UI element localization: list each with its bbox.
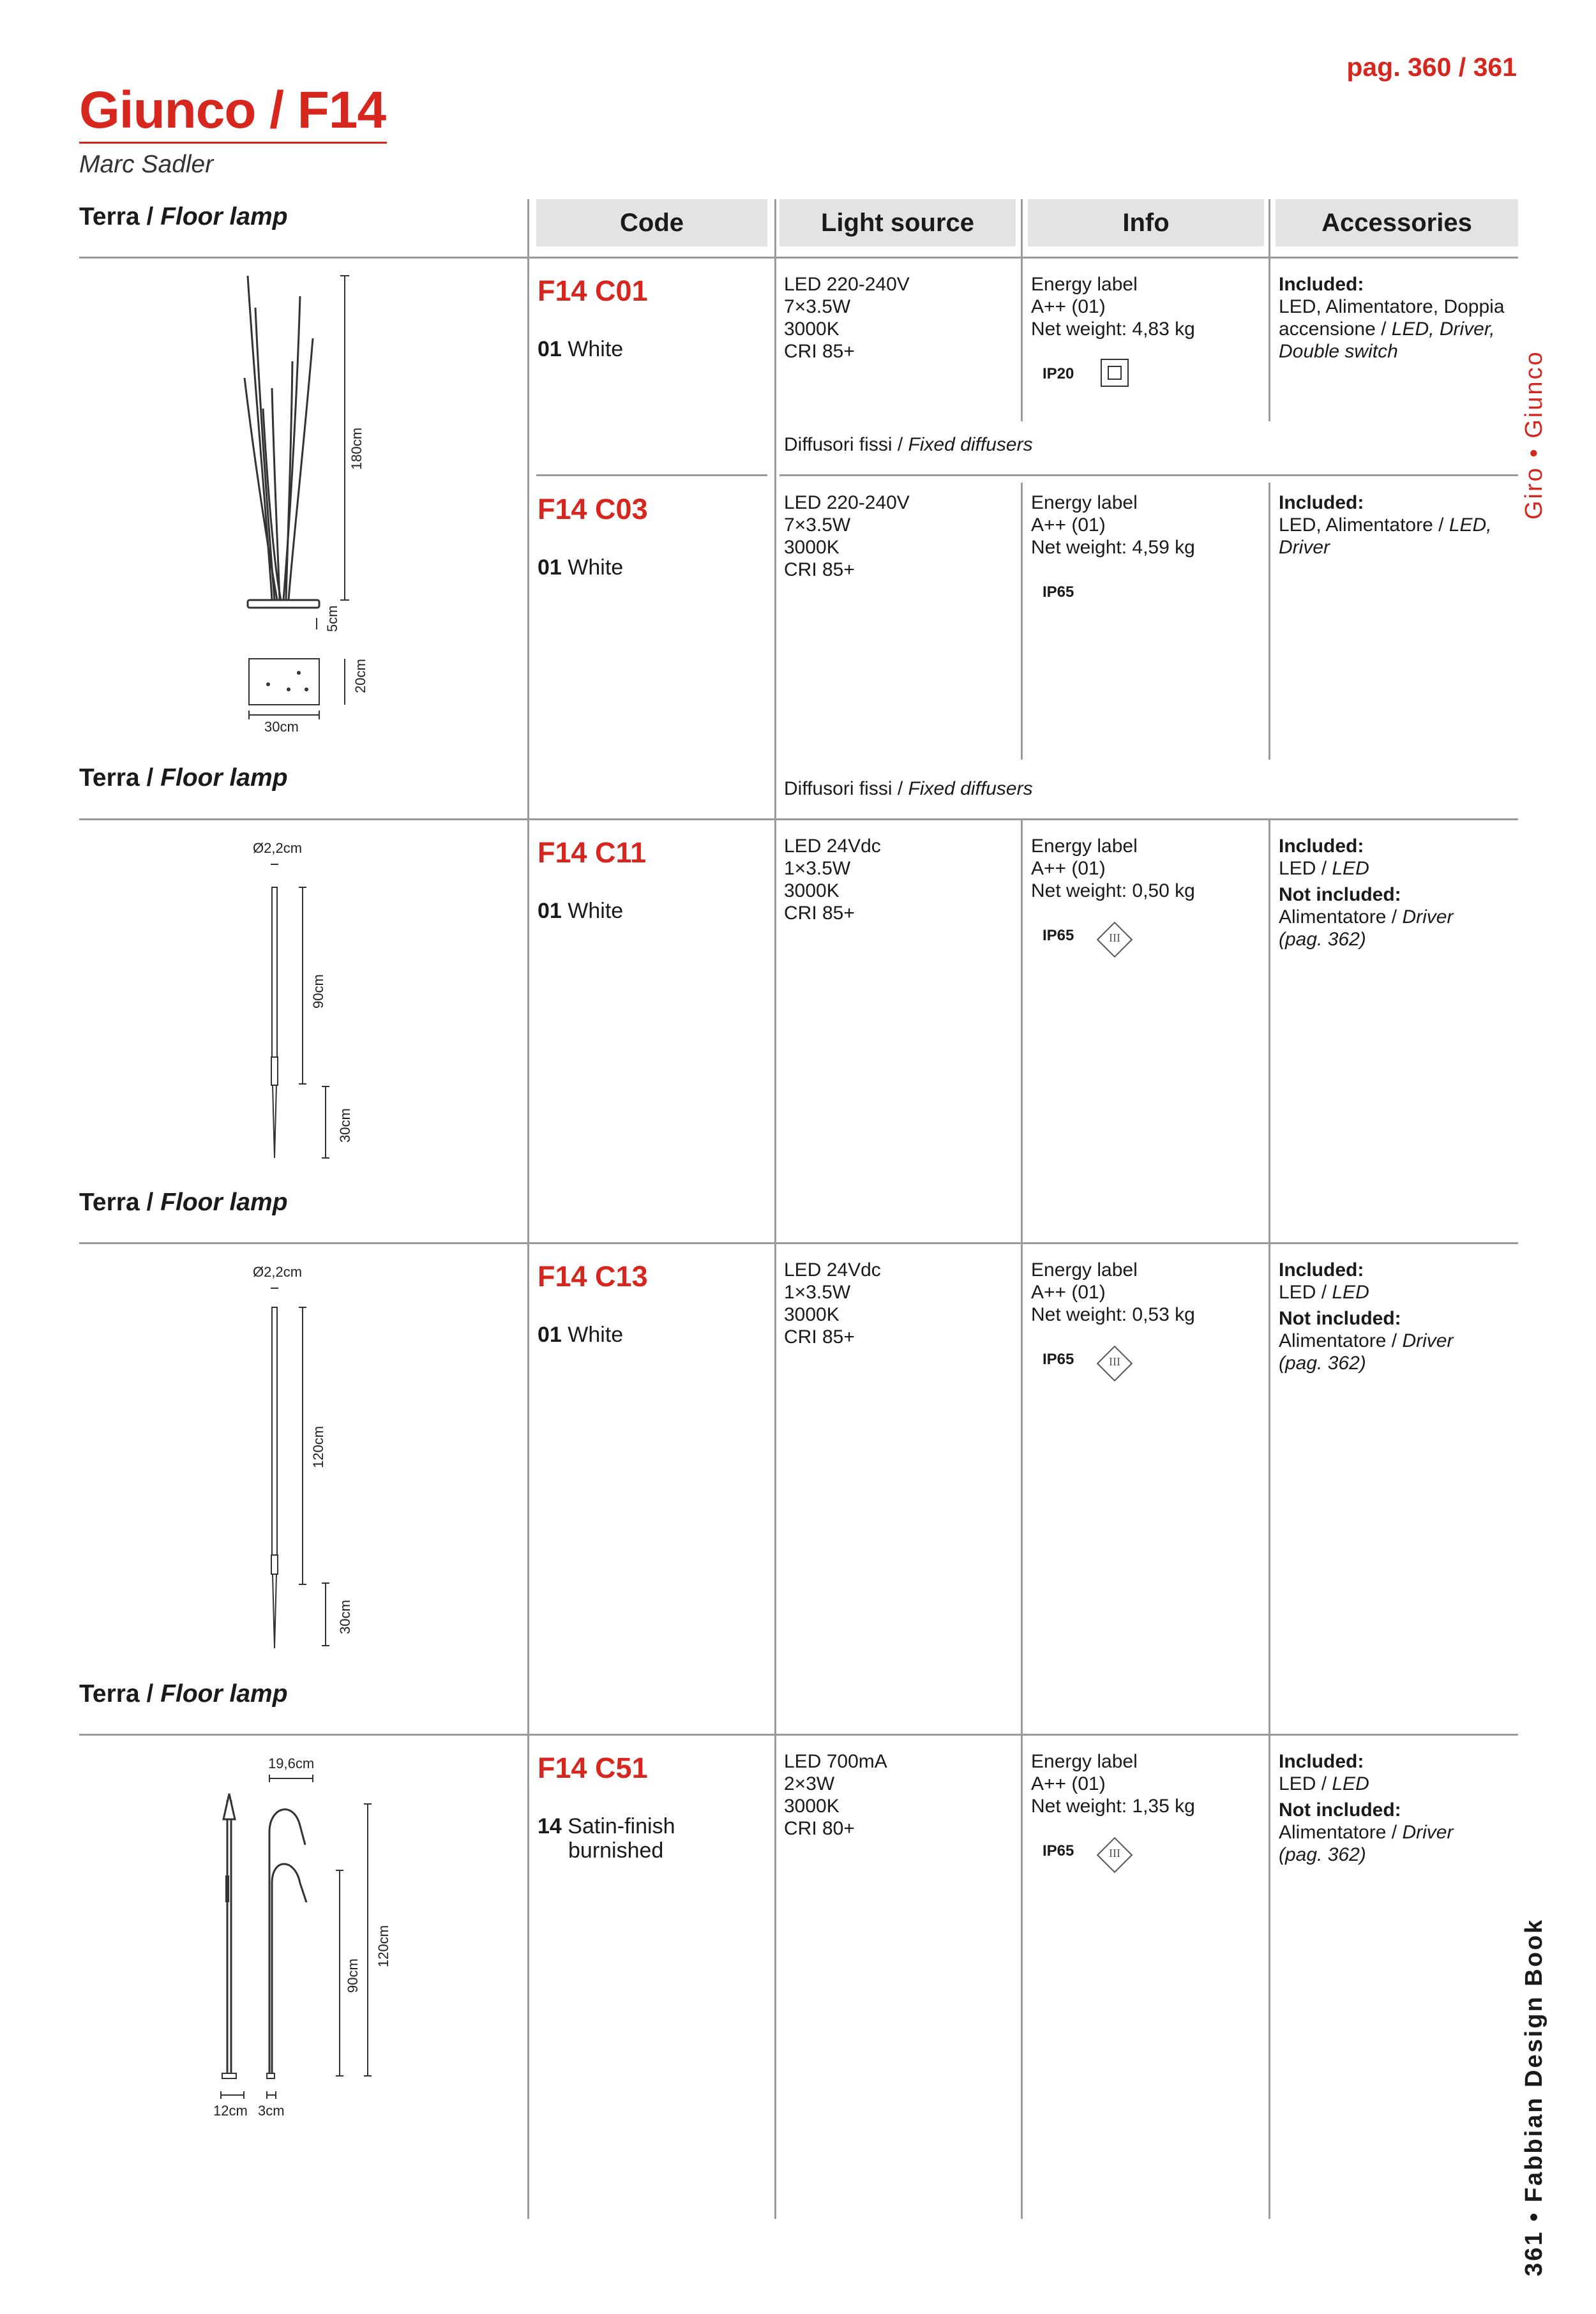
light-source-details: LED 700mA 2×3W 3000K CRI 80+	[784, 1751, 887, 1839]
dimension-label: 30cm	[337, 1600, 353, 1634]
column-divider	[774, 199, 776, 2219]
column-divider	[1269, 820, 1270, 2219]
dimension-label: 19,6cm	[268, 1755, 315, 1771]
accessories-details: Included: LED, Alimentatore, Doppia accensione / LED, Driver, Double switch	[1279, 274, 1505, 362]
ip-rating: IP65	[1043, 1842, 1074, 1859]
column-divider	[1021, 820, 1023, 2219]
designer-name: Marc Sadler	[79, 151, 214, 178]
info-details: Energy label A++ (01) Net weight: 0,50 kg	[1031, 836, 1195, 901]
product-code: F14 C01	[538, 274, 648, 307]
ip-rating: IP65	[1043, 927, 1074, 944]
dimension-label: 120cm	[310, 1425, 326, 1468]
row-divider	[79, 818, 1518, 820]
light-source-details: LED 220-240V 7×3.5W 3000K CRI 85+	[784, 492, 910, 580]
info-details: Energy label A++ (01) Net weight: 4,83 kg	[1031, 274, 1195, 340]
dimension-label: 20cm	[352, 659, 368, 693]
class-ii-icon	[1101, 359, 1129, 387]
page-reference: pag. 360 / 361	[1346, 52, 1517, 82]
info-details: Energy label A++ (01) Net weight: 1,35 kg	[1031, 1751, 1195, 1817]
dimension-label: Ø2,2cm	[253, 1264, 303, 1280]
product-code: F14 C51	[538, 1752, 648, 1784]
class-iii-icon: III	[1097, 1346, 1133, 1381]
accessories-details: Included: LED, Alimentatore / LED, Driver	[1279, 492, 1492, 558]
accessories-details: Included: LED / LED Not included: Alimentatore / Driver (pag. 362)	[1279, 1259, 1454, 1374]
product-finish: 14 Satin-finish burnished	[538, 1814, 675, 1863]
product-code: F14 C13	[538, 1260, 648, 1293]
light-source-details: LED 24Vdc 1×3.5W 3000K CRI 85+	[784, 836, 881, 924]
dimension-label: 180cm	[349, 427, 365, 470]
section-label-1: Terra / Floor lamp	[79, 203, 288, 230]
accessories-details: Included: LED / LED Not included: Alimentatore / Driver (pag. 362)	[1279, 1751, 1454, 1865]
light-source-details: LED 220-240V 7×3.5W 3000K CRI 85+	[784, 274, 910, 362]
column-header-code: Code	[536, 199, 767, 246]
dimension-label: 120cm	[375, 1925, 391, 1967]
side-section-label: Giro • Giunco	[1521, 350, 1547, 520]
dimension-label: 5cm	[324, 605, 340, 632]
column-divider	[1269, 483, 1270, 760]
dimension-label: 3cm	[258, 2103, 285, 2119]
ip-rating: IP20	[1043, 365, 1074, 382]
column-header-light-source: Light source	[779, 199, 1016, 246]
row-divider	[79, 257, 1518, 259]
row-divider	[79, 1734, 1518, 1736]
floor-lamp-drawing-c13	[255, 1282, 358, 1652]
class-iii-icon: III	[1097, 1837, 1133, 1873]
product-finish: 01 White	[538, 899, 624, 923]
dimension-label: 12cm	[213, 2103, 248, 2119]
column-divider	[1021, 483, 1023, 760]
row-divider	[536, 474, 767, 476]
product-code: F14 C11	[538, 836, 647, 869]
section-label-4: Terra / Floor lamp	[79, 1680, 288, 1708]
dimension-label: 90cm	[310, 974, 326, 1009]
accessories-details: Included: LED / LED Not included: Alimentatore / Driver (pag. 362)	[1279, 836, 1454, 950]
column-divider	[1021, 199, 1023, 421]
diffusers-note: Diffusori fissi / Fixed diffusers	[784, 434, 1033, 455]
side-book-label: 361 • Fabbian Design Book	[1521, 1918, 1547, 2276]
ip-rating: IP65	[1043, 583, 1074, 601]
row-divider	[79, 1242, 1518, 1244]
product-finish: 01 White	[538, 1323, 624, 1347]
info-details: Energy label A++ (01) Net weight: 0,53 kg	[1031, 1259, 1195, 1325]
dimension-label: 90cm	[345, 1958, 361, 1993]
column-divider	[1269, 199, 1270, 421]
section-label-2: Terra / Floor lamp	[79, 764, 288, 792]
column-divider	[527, 199, 529, 2219]
section-label-3: Terra / Floor lamp	[79, 1189, 288, 1216]
column-header-accessories: Accessories	[1276, 199, 1518, 246]
info-details: Energy label A++ (01) Net weight: 4,59 kg	[1031, 492, 1195, 558]
page-title: Giunco / F14	[79, 81, 386, 139]
product-finish: 01 White	[538, 337, 624, 361]
class-iii-icon: III	[1097, 922, 1133, 958]
product-code: F14 C03	[538, 493, 648, 525]
dimension-label: 30cm	[264, 719, 299, 735]
dimension-label: Ø2,2cm	[253, 840, 303, 856]
diffusers-note: Diffusori fissi / Fixed diffusers	[784, 778, 1033, 799]
dimension-label: 30cm	[337, 1108, 353, 1143]
column-header-info: Info	[1028, 199, 1264, 246]
ip-rating: IP65	[1043, 1351, 1074, 1368]
row-divider	[779, 474, 1518, 476]
product-finish: 01 White	[538, 555, 624, 580]
light-source-details: LED 24Vdc 1×3.5W 3000K CRI 85+	[784, 1259, 881, 1348]
title-underline	[79, 142, 387, 144]
